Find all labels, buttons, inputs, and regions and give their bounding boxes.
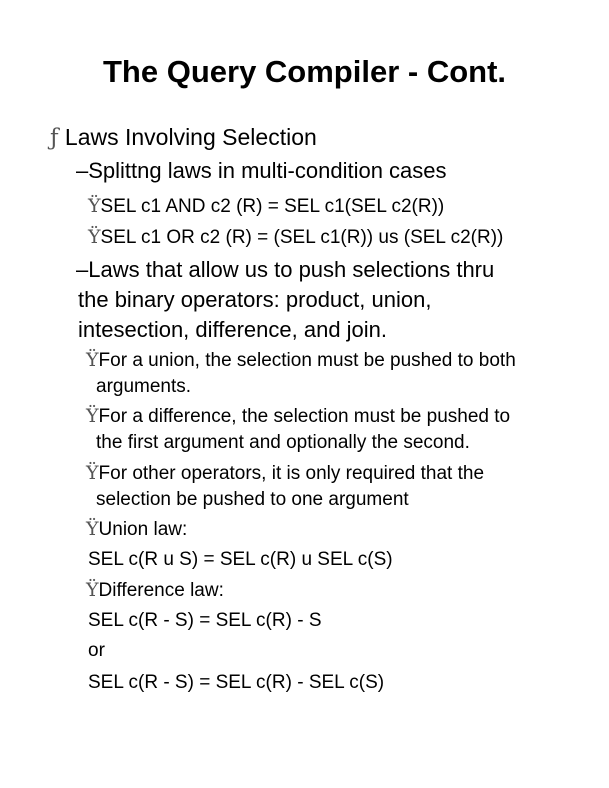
line-text: SEL c1 AND c2 (R) = SEL c1(SEL c2(R)) [100, 196, 445, 217]
difference-rule-line-1 [86, 405, 510, 428]
difference-rule-line-2: the first argument and optionally the second. [96, 432, 470, 453]
line-text: For a difference, the selection must be pushed to [98, 406, 511, 427]
line-text: Laws Involving Selection [64, 124, 317, 150]
difference-law-equation-2: SEL c(R - S) = SEL c(R) - SEL c(S) [88, 672, 385, 693]
slide-title: The Query Compiler - Cont. [102, 54, 507, 89]
splitting-laws-heading: –Splittng laws in multi-condition cases [76, 158, 447, 183]
union-rule-line-1 [86, 349, 516, 372]
union-law-heading [86, 518, 187, 541]
difference-law-heading [86, 579, 224, 602]
difference-law-equation-1: SEL c(R - S) = SEL c(R) - S [88, 610, 322, 631]
push-laws-line-2: the binary operators: product, union, [78, 287, 432, 312]
push-laws-line-3: intesection, difference, and join. [78, 317, 388, 342]
push-laws-line-1: –Laws that allow us to push selections thru [76, 257, 495, 282]
union-rule-line-2: arguments. [96, 376, 192, 397]
line-text: For other operators, it is only required that the [98, 463, 485, 484]
or-separator: or [88, 640, 105, 661]
bullet-glyph: Ÿ [86, 579, 99, 601]
bullet-glyph: Ÿ [86, 349, 99, 371]
line-text: Difference law: [98, 580, 224, 601]
bullet-glyph: Ÿ [86, 518, 99, 540]
union-symbol: us [378, 227, 399, 248]
bullet-glyph: Ÿ [88, 195, 101, 217]
split-and-law [88, 195, 444, 218]
line-text: Union law: [98, 519, 188, 540]
line-text: For a union, the selection must be pushed to both [98, 350, 516, 371]
split-or-law [88, 226, 503, 249]
line-text: SEL c1 OR c2 (R) = (SEL c1(R)) [100, 227, 379, 248]
bullet-laws-involving-selection [50, 124, 317, 151]
bullet-glyph: Ÿ [88, 226, 101, 248]
bullet-glyph: Ÿ [86, 405, 99, 427]
union-law-equation: SEL c(R u S) = SEL c(R) u SEL c(S) [88, 549, 393, 570]
bullet-glyph: Ÿ [86, 462, 99, 484]
other-operators-line-1 [86, 462, 484, 485]
other-operators-line-2: selection be pushed to one argument [96, 489, 409, 510]
bullet-glyph: ƒ [50, 125, 59, 151]
line-text: (SEL c2(R)) [398, 227, 504, 248]
